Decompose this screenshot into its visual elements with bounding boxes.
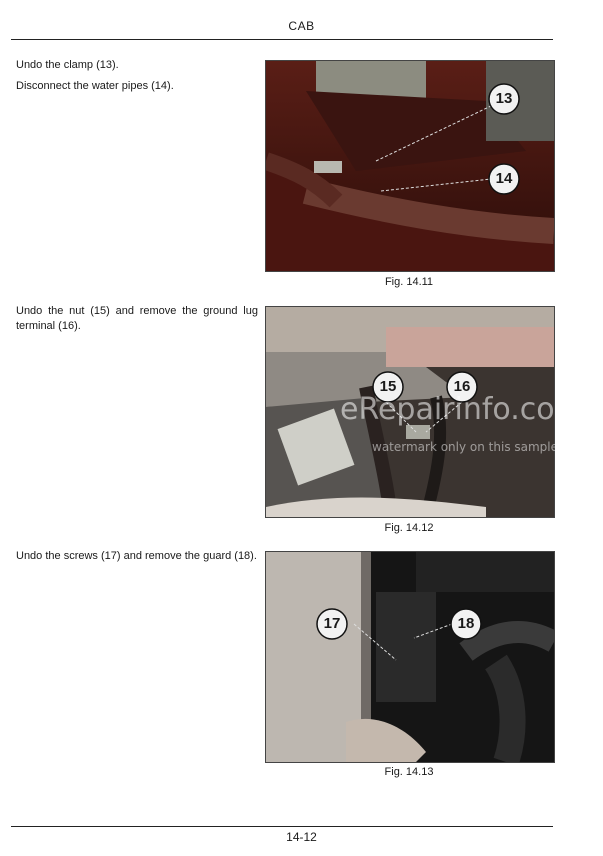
page-header-title: CAB [288,19,315,33]
figure-caption: Fig. 14.12 [384,522,434,534]
figure-caption: Fig. 14.13 [384,766,434,778]
watermark-text: eRepairinfo.com [340,392,584,427]
callout-18-label: 18 [457,615,475,632]
footer-rule [11,826,553,827]
callout-16-label: 16 [453,378,471,395]
callout-15-label: 15 [379,378,397,395]
instructions-section-1 [16,58,258,100]
callout-13-label: 13 [495,90,513,107]
step-text: Undo the nut (15) and remove the ground lug terminal (16). [16,305,258,332]
page-number: 14-12 [286,830,317,844]
header-rule [11,39,553,40]
figure-caption: Fig. 14.11 [384,276,434,288]
callout-17-label: 17 [323,615,341,632]
callout-14-label: 14 [495,170,513,187]
figure-14-13-photo [265,551,555,763]
figure-14-12-photo [265,306,555,518]
figure-14-11-photo [265,60,555,272]
instructions-section-2 [16,304,258,340]
watermark-subtext: watermark only on this sample [372,440,559,454]
step-text: Disconnect the water pipes (14). [16,80,174,92]
step-text: Undo the screws (17) and remove the guard (18). [16,550,257,562]
instructions-section-3 [16,549,258,570]
step-text: Undo the clamp (13). [16,59,119,71]
